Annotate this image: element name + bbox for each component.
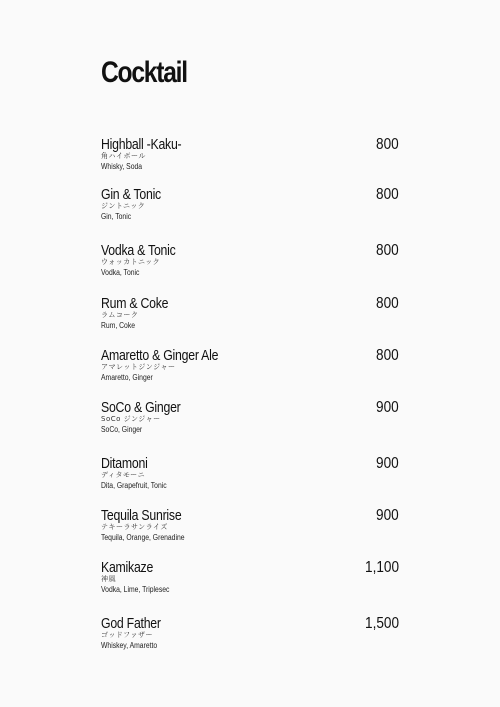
menu-item-highball <box>101 136 401 186</box>
item-price: 800 <box>376 136 399 153</box>
menu-item-vodka-tonic <box>101 242 401 292</box>
item-price: 800 <box>376 186 399 203</box>
item-kana: 角ハイボール <box>101 152 146 160</box>
item-price: 800 <box>376 295 399 312</box>
menu-item-ditamoni <box>101 455 401 505</box>
item-kana: ラムコーク <box>101 311 139 319</box>
menu-item-gin-tonic <box>101 186 401 236</box>
item-ingredients: Vodka, Tonic <box>101 268 140 277</box>
item-kana: ジントニック <box>101 202 146 210</box>
item-price: 900 <box>376 399 399 416</box>
item-kana: ウォッカトニック <box>101 258 161 266</box>
item-price: 800 <box>376 242 399 259</box>
menu-item-kamikaze <box>101 559 401 609</box>
item-name: Gin & Tonic <box>101 186 161 203</box>
item-kana: 神風 <box>101 575 116 583</box>
menu-item-god-father <box>101 615 401 665</box>
menu-item-amaretto-ginger-ale <box>101 347 401 397</box>
item-ingredients: Gin, Tonic <box>101 212 132 221</box>
item-price: 800 <box>376 347 399 364</box>
item-ingredients: Vodka, Lime, Triplesec <box>101 585 170 594</box>
item-name: Tequila Sunrise <box>101 507 182 524</box>
item-price: 900 <box>376 507 399 524</box>
item-ingredients: Whiskey, Amaretto <box>101 641 158 650</box>
item-ingredients: Amaretto, Ginger <box>101 373 153 382</box>
item-name: Highball -Kaku- <box>101 136 182 153</box>
item-price: 900 <box>376 455 399 472</box>
item-ingredients: Dita, Grapefruit, Tonic <box>101 481 167 490</box>
item-ingredients: Whisky, Soda <box>101 162 143 171</box>
item-kana: ディタモーニ <box>101 471 146 479</box>
item-price: 1,100 <box>364 559 399 576</box>
item-name: Ditamoni <box>101 455 148 472</box>
item-name: SoCo & Ginger <box>101 399 181 416</box>
menu-item-tequila-sunrise <box>101 507 401 557</box>
item-ingredients: SoCo, Ginger <box>101 425 143 434</box>
item-price: 1,500 <box>364 615 399 632</box>
item-name: Amaretto & Ginger Ale <box>101 347 219 364</box>
item-kana: テキーラサンライズ <box>101 523 168 531</box>
item-name: Kamikaze <box>101 559 154 576</box>
menu-item-soco-ginger <box>101 399 401 449</box>
item-name: Rum & Coke <box>101 295 169 312</box>
menu-title: Cocktail <box>101 56 187 89</box>
menu-item-rum-coke <box>101 295 401 345</box>
item-kana: アマレットジンジャー <box>101 363 176 371</box>
item-name: Vodka & Tonic <box>101 242 176 259</box>
item-ingredients: Tequila, Orange, Grenadine <box>101 533 185 542</box>
item-kana: SoCo ジンジャー <box>101 415 161 423</box>
item-kana: ゴッドファザー <box>101 631 154 639</box>
item-ingredients: Rum, Coke <box>101 321 136 330</box>
item-name: God Father <box>101 615 161 632</box>
